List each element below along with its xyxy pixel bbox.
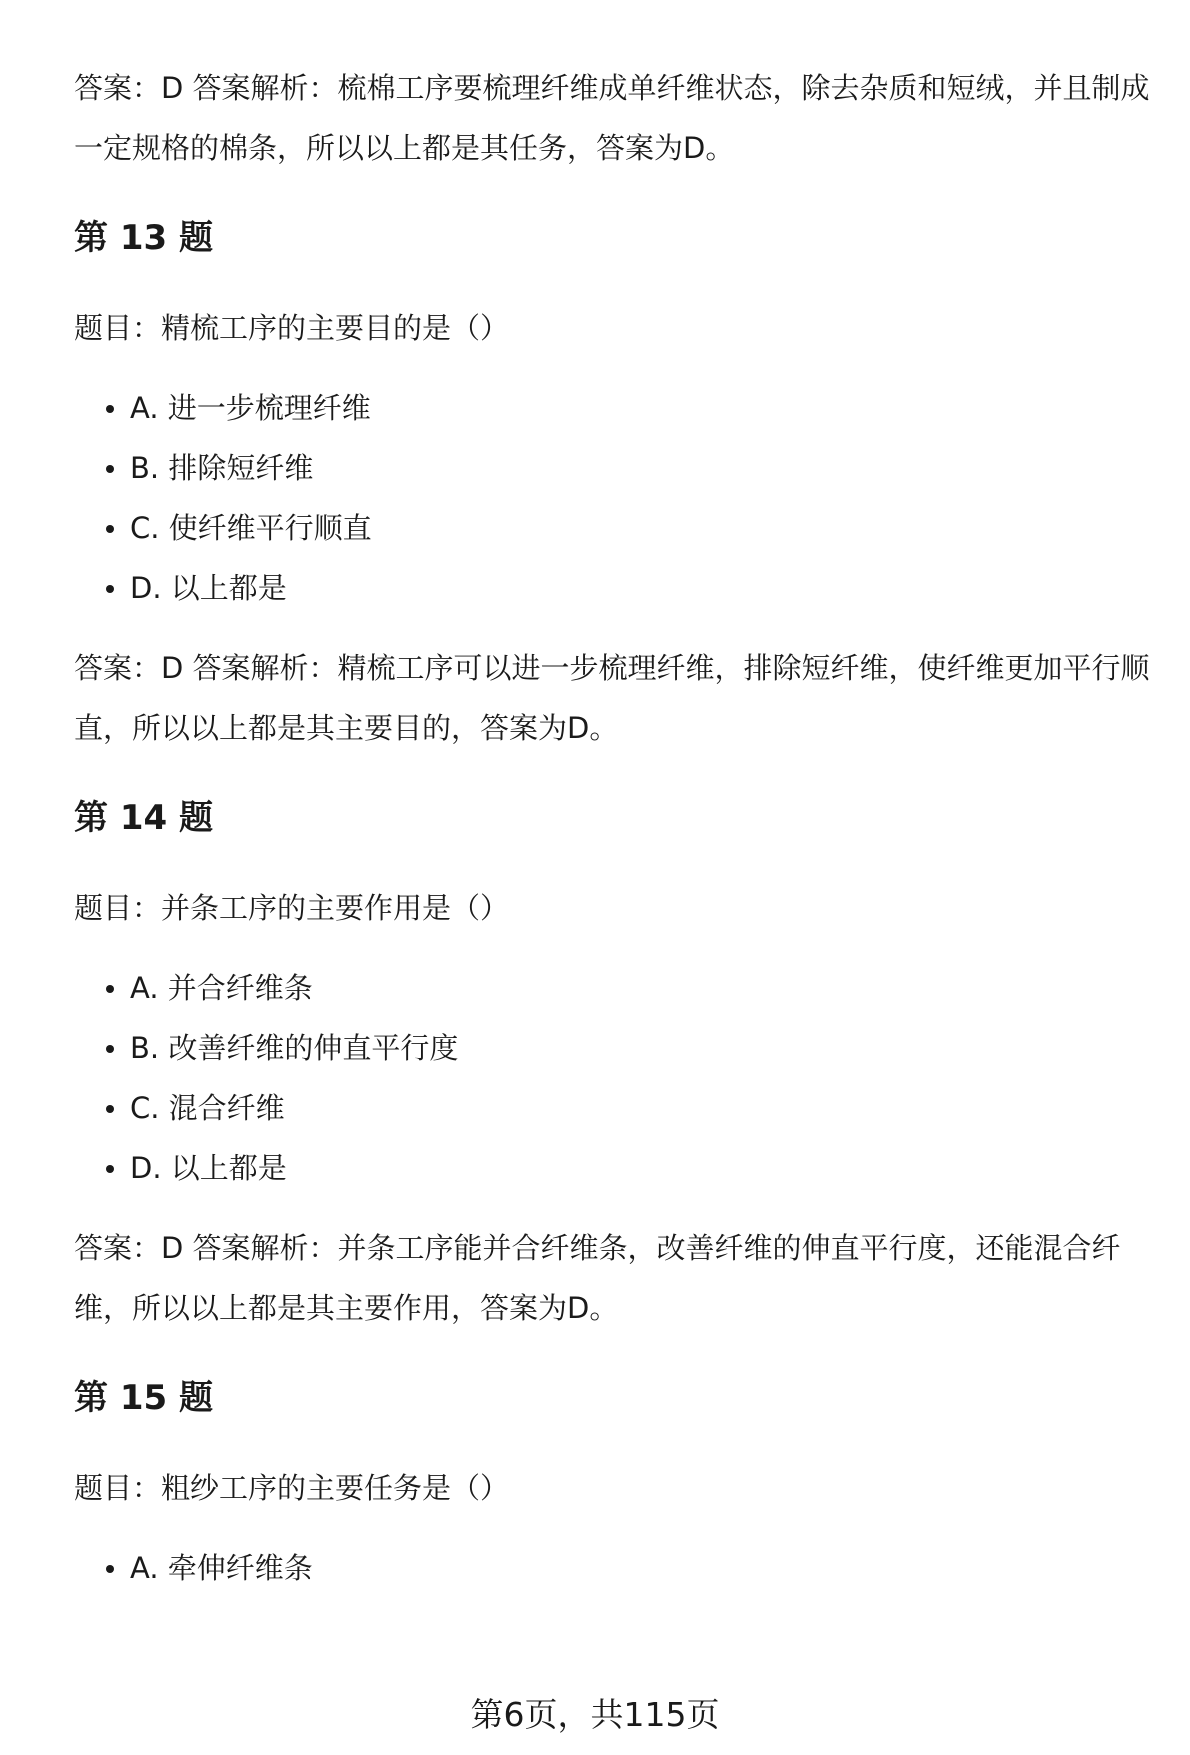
option-label: D. 以上都是: [130, 1151, 287, 1185]
question-heading-15: 第 15 题: [74, 1378, 213, 1418]
bullet-icon: [106, 1105, 114, 1113]
option-b: [74, 438, 1164, 498]
option-label: B. 改善纤维的伸直平行度: [130, 1031, 459, 1065]
option-label: A. 并合纤维条: [130, 971, 313, 1005]
option-c: [74, 498, 1164, 558]
options-list-14: [74, 958, 1164, 1198]
options-list-15: [74, 1538, 1164, 1598]
answer-explanation-13: 答案：D 答案解析：精梳工序可以进一步梳理纤维，排除短纤维，使纤维更加平行顺直，所以以上都是其主要目的，答案为D。: [74, 651, 1150, 745]
option-label: B. 排除短纤维: [130, 451, 314, 485]
page-number-footer: 第6页，共115页: [470, 1695, 720, 1734]
option-label: A. 进一步梳理纤维: [130, 391, 371, 425]
bullet-icon: [106, 1165, 114, 1173]
bullet-icon: [106, 465, 114, 473]
question-text-14: 题目：并条工序的主要作用是（）: [74, 891, 510, 925]
option-label: D. 以上都是: [130, 571, 287, 605]
option-a: [74, 1538, 1164, 1598]
question-heading-13: 第 13 题: [74, 218, 213, 258]
bullet-icon: [106, 1045, 114, 1053]
bullet-icon: [106, 405, 114, 413]
question-text-15: 题目：粗纱工序的主要任务是（）: [74, 1471, 510, 1505]
option-label: C. 使纤维平行顺直: [130, 511, 372, 545]
option-a: [74, 958, 1164, 1018]
option-label: A. 牵伸纤维条: [130, 1551, 313, 1585]
option-label: C. 混合纤维: [130, 1091, 285, 1125]
option-d: [74, 558, 1164, 618]
option-d: [74, 1138, 1164, 1198]
option-c: [74, 1078, 1164, 1138]
answer-explanation-12: 答案：D 答案解析：梳棉工序要梳理纤维成单纤维状态，除去杂质和短绒，并且制成一定规格的棉条，所以以上都是其任务，答案为D。: [74, 71, 1150, 165]
question-heading-14: 第 14 题: [74, 798, 213, 838]
option-b: [74, 1018, 1164, 1078]
bullet-icon: [106, 1565, 114, 1573]
question-text-13: 题目：精梳工序的主要目的是（）: [74, 311, 510, 345]
options-list-13: [74, 378, 1164, 618]
bullet-icon: [106, 525, 114, 533]
option-a: [74, 378, 1164, 438]
bullet-icon: [106, 585, 114, 593]
bullet-icon: [106, 985, 114, 993]
answer-explanation-14: 答案：D 答案解析：并条工序能并合纤维条，改善纤维的伸直平行度，还能混合纤维，所以以上都是其主要作用，答案为D。: [74, 1231, 1121, 1325]
page-content: [74, 58, 1164, 1598]
